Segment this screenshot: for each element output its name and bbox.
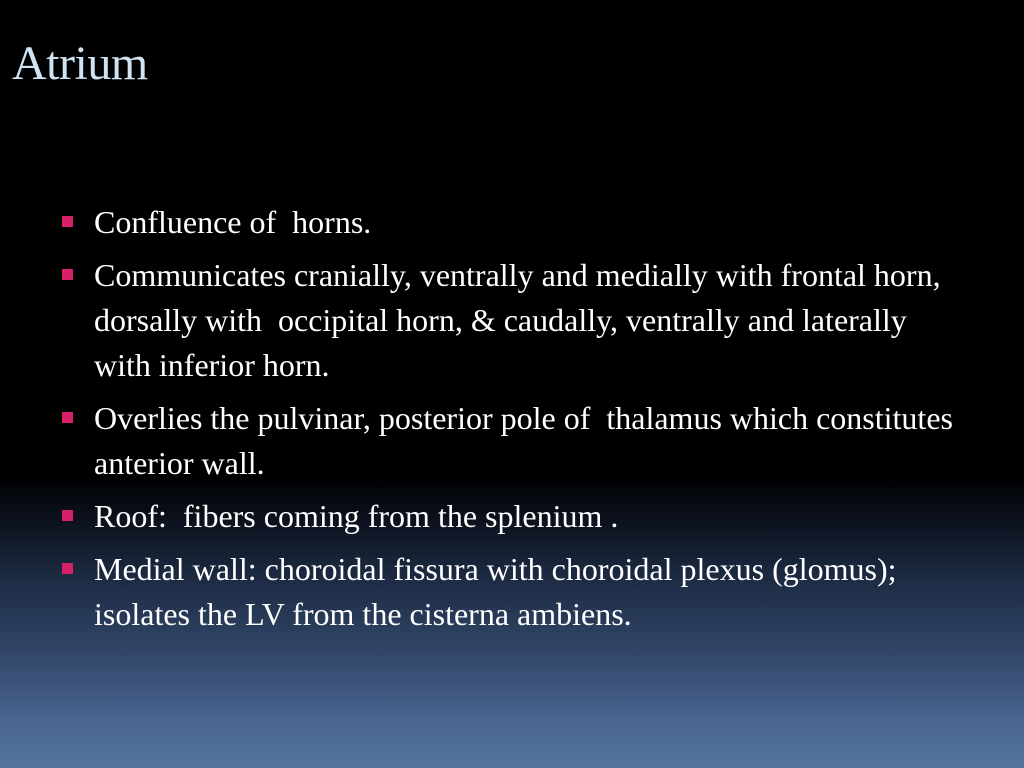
- bullet-text: Medial wall: choroidal fissura with choroidal plexus (glomus); isolates the LV from the cisterna ambiens.: [94, 551, 913, 632]
- bullet-item-communicates: [62, 253, 962, 388]
- bullet-text: Communicates cranially, ventrally and medially with frontal horn, dorsally with occipital horn, & caudally, ventrally and laterally with inferior horn.: [94, 257, 949, 383]
- square-bullet-icon: [62, 216, 73, 227]
- square-bullet-icon: [62, 510, 73, 521]
- bullet-item-overlies: [62, 396, 962, 486]
- bullet-item-confluence: [62, 200, 962, 245]
- square-bullet-icon: [62, 563, 73, 574]
- bullet-item-roof: [62, 494, 962, 539]
- bullet-text: Confluence of horns.: [94, 204, 372, 240]
- square-bullet-icon: [62, 269, 73, 280]
- bullet-text: Roof: fibers coming from the splenium .: [94, 498, 619, 534]
- slide-title: Atrium: [12, 37, 148, 90]
- bullet-item-medial-wall: [62, 547, 962, 637]
- bullet-text: Overlies the pulvinar, posterior pole of thalamus which constitutes anterior wall.: [94, 400, 961, 481]
- square-bullet-icon: [62, 412, 73, 423]
- bullet-list: [62, 200, 962, 645]
